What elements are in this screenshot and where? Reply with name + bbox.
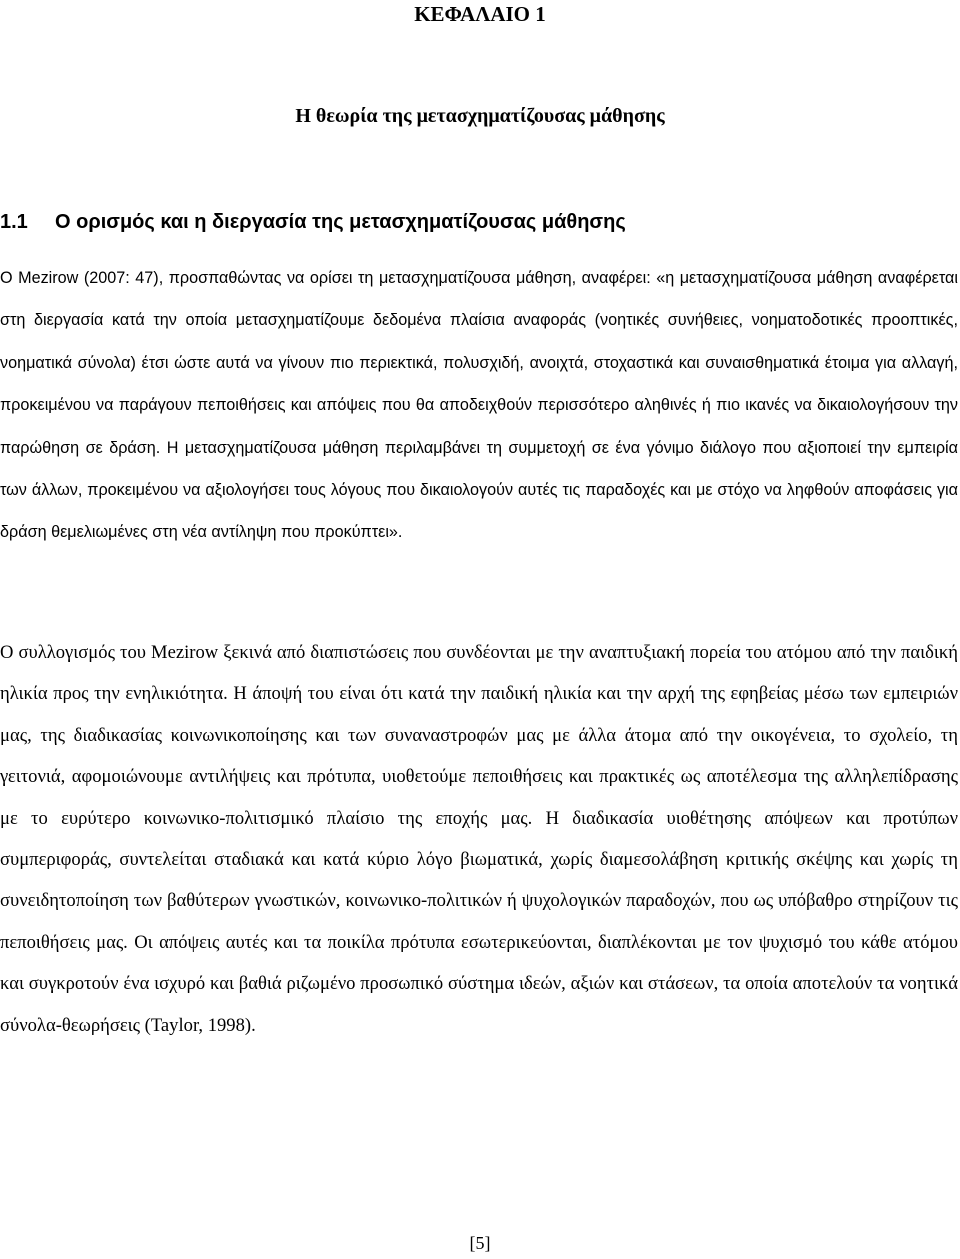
- paragraph-development: Ο συλλογισμός του Mezirow ξεκινά από διαπιστώσεις που συνδέονται με την αναπτυξιακή πορεία του ατόμου από την παιδική ηλικία προς την ενηλικιότητα. Η άποψή του είναι ότι κατά την παιδική ηλικία και την αρχή της εφηβείας μέσω των εμπειριών μας, της διαδικασίας κοινωνικοποίησης και των συναναστροφών μας με άλλα άτομα από την οικογένεια, το σχολείο, τη γειτονιά, αφομοιώνουμε αντιλήψεις και πρότυπα, υιοθετούμε πεποιθήσεις και πρακτικές ως αποτέλεσμα της αλληλεπίδρασης με το ευρύτερο κοινωνικο-πολιτισμικό πλαίσιο της εποχής μας. Η διαδικασία υιοθέτησης απόψεων και προτύπων συμπεριφοράς, συντελείται σταδιακά και κατά κύριο λόγο βιωματικά, χωρίς διαμεσολάβηση κριτικής σκέψης και χωρίς τη συνειδητοποίηση των βαθύτερων γνωστικών, κοινωνικο-πολιτικών ή ψυχολογικών παραδοχών, που ως υπόβαθρο στηρίζουν τις πεποιθήσεις μας. Οι απόψεις αυτές και τα ποικίλα πρότυπα εσωτερικεύονται, διαπλέκονται με τον ψυχισμό του κάθε ατόμου και συγκροτούν ένα ισχυρό και βαθιά ριζωμένο προσωπικό σύστημα ιδεών, αξιών και στάσεων, τα οποία αποτελούν τα νοητικά σύνολα-θεωρήσεις (Taylor, 1998).: [0, 642, 958, 1036]
- section-number: 1.1: [0, 211, 28, 233]
- section-heading: [0, 210, 960, 234]
- page-number: [5]: [469, 1233, 491, 1253]
- chapter-title: Η θεωρία της μετασχηματίζουσας μάθησης: [295, 105, 665, 127]
- paragraph-definition: [0, 257, 958, 554]
- section-title: Ο ορισμός και η διεργασία της μετασχηματίζουσας μάθησης: [55, 211, 626, 233]
- chapter-label: ΚΕΦΑΛΑΙΟ 1: [414, 2, 546, 26]
- quoted-definition: Ο Mezirow (2007: 47), προσπαθώντας να ορίσει τη μετασχηματίζουσα μάθηση, αναφέρει: «η μετασχηματίζουσα μάθηση αναφέρεται στη διεργασία κατά την οποία μετασχηματίζουμε δεδομένα πλαίσια αναφοράς (νοητικές συνήθειες, νοηματοδοτικές προοπτικές, νοηματικά σύνολα) έτσι ώστε αυτά να γίνουν πιο περιεκτικά, πολυσχιδή, ανοιχτά, στοχαστικά και συναισθηματικά έτοιμα για αλλαγή, προκειμένου να παράγουν πεποιθήσεις και απόψεις που θα αποδειχθούν περισσότερο αληθινές ή πιο ικανές να δικαιολογήσουν την παρώθηση σε δράση.: [0, 269, 958, 457]
- paragraph-definition-continuation: Η μετασχηματίζουσα μάθηση περιλαμβάνει τη συμμετοχή σε ένα γόνιμο διάλογο που αξιοποιεί την εμπειρία των άλλων, προκειμένου να αξιολογήσει τους λόγους που δικαιολογούν αυτές τις παραδοχές και με στόχο να ληφθούν αποφάσεις για δράση θεμελιωμένες στη νέα αντίληψη που προκύπτει».: [0, 438, 958, 542]
